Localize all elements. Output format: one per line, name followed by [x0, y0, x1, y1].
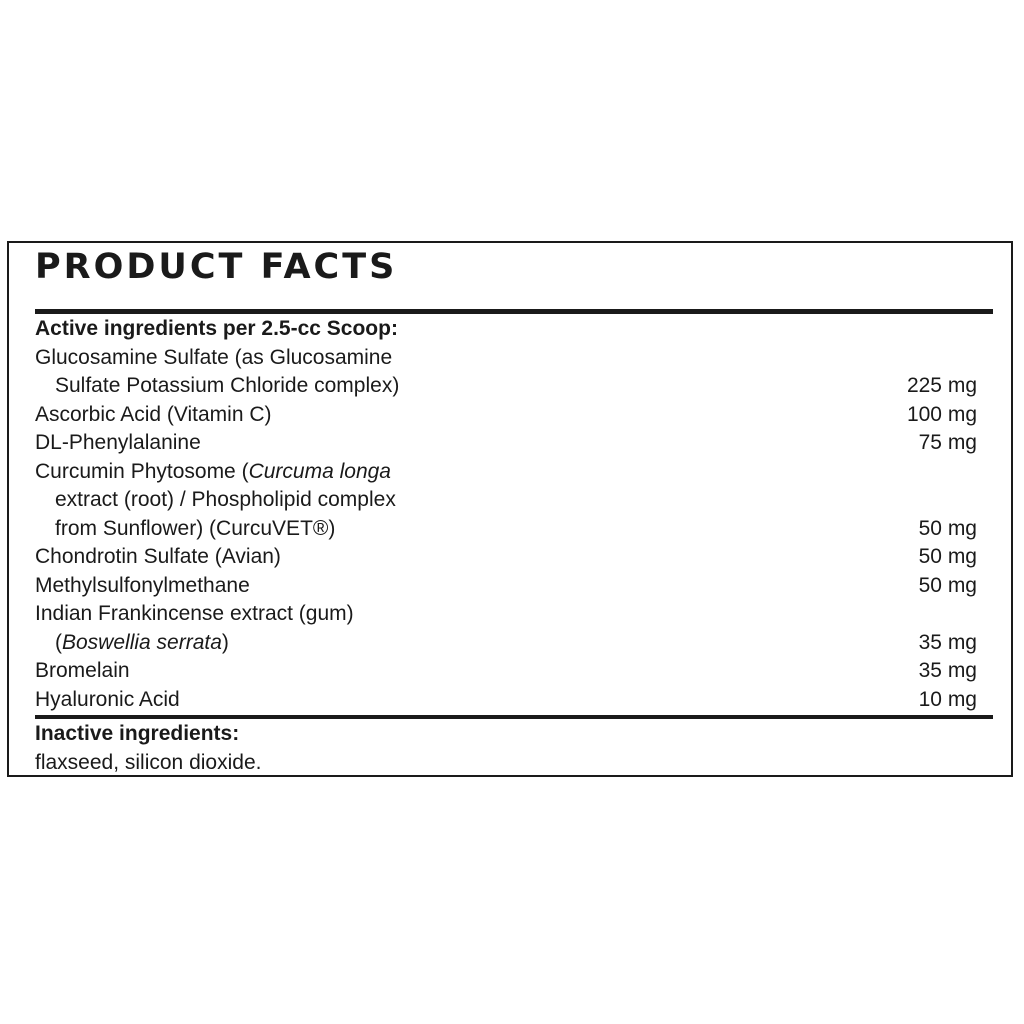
ingredient-msm-row: [35, 572, 977, 601]
ingredient-glucosamine-name-line1: Glucosamine Sulfate (as Glucosamine: [35, 345, 393, 369]
ingredient-ascorbic-row: [35, 401, 977, 430]
ingredient-curcumin-name-line1: Curcumin Phytosome (Curcuma longa: [35, 459, 391, 483]
ingredient-chondrotin-row: [35, 543, 977, 572]
ingredient-phenylalanine-amount: 75 mg: [918, 431, 977, 454]
inactive-divider: [35, 715, 993, 719]
ingredient-curcumin-amount: 50 mg: [918, 516, 977, 540]
active-ingredients-list: [35, 315, 977, 714]
ingredient-frankincense-name-line1: Indian Frankincense extract (gum): [35, 602, 354, 625]
inactive-ingredients-header: Inactive ingredients:: [35, 722, 240, 745]
ingredient-glucosamine-amount: 225 mg: [906, 374, 977, 397]
product-facts-title: PRODUCT FACTS: [35, 247, 398, 287]
ingredient-msm-amount: 50 mg: [918, 573, 977, 597]
ingredient-chondrotin-name: Chondrotin Sulfate (Avian): [35, 545, 281, 568]
active-ingredients-header: Active ingredients per 2.5-cc Scoop:: [35, 317, 398, 340]
curcumin-latin-name: Curcuma longa: [248, 459, 391, 483]
ingredient-msm-name: Methylsulfonylmethane: [35, 573, 250, 597]
title-divider: [35, 309, 993, 314]
ingredient-phenylalanine-row: [35, 429, 977, 458]
ingredient-glucosamine-row: [35, 372, 977, 401]
ingredient-glucosamine-name-line2: Sulfate Potassium Chloride complex): [55, 374, 400, 397]
ingredient-bromelain-amount: 35 mg: [918, 659, 977, 682]
ingredient-phenylalanine-name: DL-Phenylalanine: [35, 431, 201, 454]
ingredient-frankincense-row: [35, 629, 977, 658]
inactive-ingredients-section: [35, 720, 977, 777]
ingredient-bromelain-row: [35, 657, 977, 686]
ingredient-frankincense-amount: 35 mg: [918, 630, 977, 654]
ingredient-curcumin-name-line3: from Sunflower) (CurcuVET®): [55, 516, 336, 540]
product-facts-panel: [7, 241, 1013, 777]
ingredient-hyaluronic-amount: 10 mg: [918, 687, 977, 711]
ingredient-hyaluronic-row: [35, 686, 977, 715]
ingredient-curcumin-name-line2: extract (root) / Phospholipid complex: [55, 488, 396, 511]
ingredient-curcumin-row: [35, 515, 977, 544]
ingredient-chondrotin-amount: 50 mg: [918, 545, 977, 568]
inactive-ingredients-list: flaxseed, silicon dioxide.: [35, 750, 262, 774]
ingredient-ascorbic-name: Ascorbic Acid (Vitamin C): [35, 402, 272, 426]
boswellia-latin-name: Boswellia serrata: [62, 630, 222, 654]
ingredient-hyaluronic-name: Hyaluronic Acid: [35, 687, 180, 711]
ingredient-bromelain-name: Bromelain: [35, 659, 130, 682]
ingredient-frankincense-name-line2: (Boswellia serrata): [55, 630, 229, 654]
ingredient-ascorbic-amount: 100 mg: [906, 402, 977, 426]
